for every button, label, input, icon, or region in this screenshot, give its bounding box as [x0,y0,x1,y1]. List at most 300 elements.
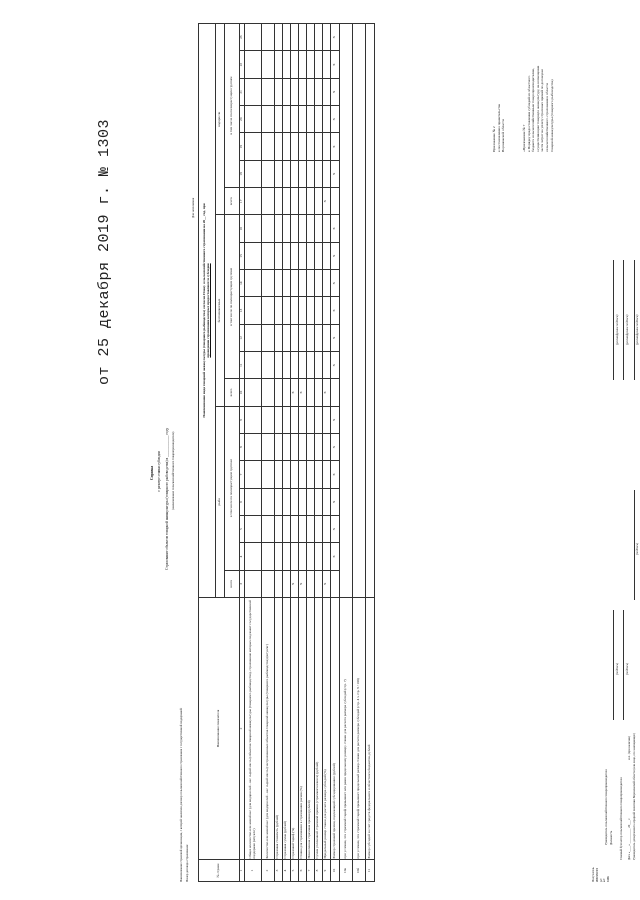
row-number: 1 [244,860,261,882]
value-cell [322,160,330,187]
row-number: 4 [282,860,290,882]
column-number: 7 [240,461,245,488]
recipient-corr-account: к/с [602,878,607,882]
value-cell [290,297,298,324]
value-cell [274,379,282,406]
value-cell [290,215,298,242]
appendix-line: «Приложение № 7 [522,124,526,152]
value-cell [261,160,274,187]
col-num-header: № строки [199,860,240,882]
value-cell [274,133,282,160]
value-cell [244,543,261,570]
dept-head-label: Руководитель департамента аграрной политики Воронежской области (или лицо, его замещающее) [632,733,636,860]
value-cell [314,24,322,51]
column-number: 16 [240,215,245,242]
value-cell [261,188,274,215]
value-cell [282,133,290,160]
row-name: Страховая сумма (рублей) [282,598,290,860]
accountant-label: Главный бухгалтер сельскохозяйственного товаропроизводителя [619,777,623,860]
value-cell [306,434,314,461]
form-heading-line: Страхование объектов товарной аквакультуры (товарного рыбоводства) в ____________ году [165,427,169,570]
value-cell [290,51,298,78]
recipient-bik: БИК [606,876,611,882]
value-cell [261,133,274,160]
row-name: Страховая стоимость (рублей) [274,598,282,860]
column-number: 11 [240,352,245,379]
signature-line [613,610,614,720]
recipient-inn: ИНН/КПП [594,868,599,882]
value-cell [244,270,261,297]
x-mark-cell: X [298,570,306,597]
value-cell [282,242,290,269]
x-mark-cell: X [322,570,330,597]
form-title: Справка [150,465,154,480]
table-row [352,3,365,882]
value-cell [314,352,322,379]
value-cell [261,516,274,543]
value-cell [322,461,330,488]
x-mark-cell: X [290,379,298,406]
column-number: 2 [240,598,245,860]
value-cell [298,51,306,78]
value-cell [261,297,274,324]
value-cell [244,324,261,351]
value-cell [290,324,298,351]
x-mark-cell: X [330,352,339,379]
column-number: 4 [240,543,245,570]
appendix-block [492,12,506,152]
x-mark-cell: X [330,434,339,461]
value-cell [322,24,330,51]
appendix-block-2 [522,12,554,152]
merged-cell [365,24,374,598]
value-cell [314,51,322,78]
row-number: 11 [365,860,374,882]
row-name: при условии, что страховой тариф превышает или равен предельному размеру ставки для расчета размера субсидий (стр. 7) [339,598,352,860]
value-cell [330,188,339,215]
plan-subtitle: проведении страхования которых предоставляются субсидии [206,263,210,358]
value-cell [261,543,274,570]
appendix-line: осуществляющим товарную аквакультуру, на возмещение [535,65,540,152]
value-cell [322,133,330,160]
subgroup-header: в том числе по полнорастущим группам [225,215,240,379]
column-number: 8 [240,434,245,461]
value-cell [306,24,314,51]
x-mark-cell: X [330,297,339,324]
signature-line [623,610,624,720]
plan-title: Наименование вида товарной аквакультуры (товарного рыбоводства) согласно Плану сельскохозяйственного страхования на 20__ год, при [202,203,207,418]
value-cell [261,324,274,351]
value-cell [244,51,261,78]
value-cell [314,188,322,215]
value-cell [244,133,261,160]
value-cell [282,78,290,105]
group-header: водоросли [216,24,225,215]
value-cell [322,434,330,461]
units-note: Для заполнения [191,197,195,218]
signature-caption: (подпись) [635,542,639,555]
value-cell [282,24,290,51]
value-cell [306,406,314,433]
value-cell [290,160,298,187]
value-cell [282,297,290,324]
value-cell [244,160,261,187]
value-cell [306,324,314,351]
value-cell [244,78,261,105]
appendix-line: бюджета сельскохозяйственным товаропроизводителям, [531,68,536,152]
row-number: 10б [352,860,365,882]
value-cell [314,379,322,406]
value-cell [274,270,282,297]
column-number: 14 [240,270,245,297]
value-cell [261,270,274,297]
column-number: 19 [240,133,245,160]
table-row [314,3,322,882]
value-cell [298,434,306,461]
value-cell [322,106,330,133]
x-mark-cell: X [330,78,339,105]
value-cell [306,133,314,160]
value-cell [274,188,282,215]
appendix-line: товарной аквакультуры (товарного рыбоводства) [549,79,554,152]
value-cell [274,516,282,543]
value-cell [322,352,330,379]
x-mark-cell: X [330,461,339,488]
value-cell [298,106,306,133]
value-cell [261,106,274,133]
value-cell [322,51,330,78]
value-cell [261,570,274,597]
table-row [322,3,330,882]
merged-cell [339,24,352,598]
col-name-header: Наименование показателя [199,598,240,860]
x-mark-cell: X [330,516,339,543]
column-number: 21 [240,78,245,105]
appendix-line: к Порядку предоставления субсидий из областного [526,75,531,152]
value-cell [314,543,322,570]
x-mark-cell: X [330,406,339,433]
position-label: Должность [609,830,613,845]
column-number: 12 [240,324,245,351]
row-name: Размер страховой премии, подлежащий субсидированию (рублей) [330,598,339,860]
value-cell [290,434,298,461]
value-cell [244,379,261,406]
column-number: 3 [240,570,245,597]
table-row [290,3,298,882]
total-header: всего [225,570,240,597]
value-cell [298,215,306,242]
value-cell [322,488,330,515]
value-cell [306,78,314,105]
value-cell [306,51,314,78]
value-cell [244,516,261,543]
row-number: 6 [298,860,306,882]
signature-caption: (подпись) [625,662,629,675]
value-cell [314,133,322,160]
x-mark-cell: X [330,488,339,515]
value-cell [244,570,261,597]
value-cell [274,24,282,51]
value-cell [261,488,274,515]
x-mark-cell: X [298,379,306,406]
row-number: 5 [290,860,298,882]
value-cell [282,51,290,78]
value-cell [244,461,261,488]
value-cell [244,24,261,51]
value-cell [261,434,274,461]
value-cell [274,352,282,379]
form-caption: (наименование сельскохозяйственного товаропроизводителя) [171,431,175,510]
appendix-line: Приложение № 2 [492,126,496,152]
value-cell [244,406,261,433]
value-cell [290,133,298,160]
column-number: 22 [240,51,245,78]
value-cell [298,24,306,51]
table-row [261,3,274,882]
value-cell [244,434,261,461]
value-cell [306,242,314,269]
value-cell [274,543,282,570]
x-mark-cell: X [330,543,339,570]
insurer-label: Наименование страховой организации, с которой заключен договор сельскохозяйственного страхования с государственной поддержкой: [179,707,183,882]
value-cell [274,51,282,78]
value-cell [290,106,298,133]
x-mark-cell: X [330,324,339,351]
value-cell [282,352,290,379]
row-name: Общее количество или живой вес (для водорослей - вес сырой массы) объектов товарной аквакультуры (товарного рыбоводства), страхование которых подлежит государственной поддержке (штук/кг) [244,598,261,860]
table-row [330,3,339,882]
value-cell [306,352,314,379]
value-cell [298,516,306,543]
column-number: 9 [240,406,245,433]
row-number: 10 [330,860,339,882]
appendix-line: сельскохозяйственного страхования в области [544,83,549,152]
order-stamp: от 25 декабря 2019 г. № 1303 [96,118,113,385]
contract-label: Номер договора страхования: [185,844,189,882]
date-field: Дата «____» __________ 20___ г. [627,817,631,860]
value-cell [298,461,306,488]
value-cell [314,461,322,488]
x-mark-cell: X [322,188,330,215]
value-cell [282,106,290,133]
value-cell [306,379,314,406]
x-mark-cell: X [330,160,339,187]
value-cell [274,461,282,488]
value-cell [282,516,290,543]
x-mark-cell: X [330,24,339,51]
value-cell [306,461,314,488]
value-cell [314,270,322,297]
value-cell [306,543,314,570]
value-cell [244,215,261,242]
value-cell [314,242,322,269]
x-mark-cell: X [330,242,339,269]
plan-title-cell [199,24,216,598]
table-row [298,3,306,882]
column-number: 10 [240,379,245,406]
value-cell [290,488,298,515]
value-cell [282,270,290,297]
decode-caption: (расшифровка подписи) [625,314,629,345]
table-row [306,3,314,882]
value-cell [290,461,298,488]
value-cell [306,570,314,597]
value-cell [306,488,314,515]
value-cell [274,488,282,515]
x-mark-cell: X [290,570,298,597]
value-cell [244,106,261,133]
value-cell [298,160,306,187]
value-cell [261,406,274,433]
row-name: Ставка для страхования в страховании рисков (%) [298,598,306,860]
value-cell [261,51,274,78]
column-number: 20 [240,106,245,133]
row-name: Начисленная страховая премия (рублей) [306,598,314,860]
value-cell [306,106,314,133]
head-label: Руководитель сельскохозяйственного товаропроизводителя [604,769,608,845]
row-name: Сумма уплаченной страховой премии (страхового взноса) (рублей) [314,598,322,860]
value-cell [290,543,298,570]
row-number: 2 [261,860,274,882]
column-number: 1 [240,860,245,882]
value-cell [306,215,314,242]
x-mark-cell: X [330,106,339,133]
value-cell [314,106,322,133]
value-cell [261,242,274,269]
value-cell [282,215,290,242]
value-cell [314,488,322,515]
value-cell [330,379,339,406]
value-cell [290,516,298,543]
column-number: 6 [240,488,245,515]
value-cell [322,406,330,433]
row-name: Количество или живой вес (для водорослей - вес сырой массы) застрахованных объектов товарной аквакультуры (товарного рыбоводства) (штук/кг) [261,598,274,860]
value-cell [282,324,290,351]
column-number: 18 [240,160,245,187]
row-number: 3 [274,860,282,882]
value-cell [282,570,290,597]
value-cell [298,488,306,515]
value-cell [298,188,306,215]
value-cell [282,406,290,433]
subgroup-header: в том числе по полнорастущим группам [225,24,240,188]
recipient-block [592,867,611,882]
value-cell [282,160,290,187]
value-cell [306,160,314,187]
value-cell [290,24,298,51]
x-mark-cell: X [330,215,339,242]
merged-cell [352,24,365,598]
value-cell [306,516,314,543]
x-mark-cell: X [330,270,339,297]
value-cell [290,242,298,269]
row-name: Страховой тариф (%) [290,598,298,860]
table-row [339,3,352,882]
value-cell [282,488,290,515]
row-name: Размер субсидий за счет средств федерального и областного бюджетов, рублей [365,598,374,860]
value-cell [290,270,298,297]
value-cell [290,78,298,105]
value-cell [282,379,290,406]
value-cell [290,406,298,433]
value-cell [298,352,306,379]
value-cell [314,434,322,461]
stamp-place: м.п. (при наличии) [627,736,631,760]
signature-caption: (подпись) [615,662,619,675]
value-cell [244,188,261,215]
value-cell [274,570,282,597]
table-row [274,3,282,882]
value-cell [314,324,322,351]
value-cell [298,406,306,433]
value-cell [274,297,282,324]
row-number: 7 [306,860,314,882]
value-cell [261,24,274,51]
value-cell [274,434,282,461]
value-cell [282,188,290,215]
value-cell [290,188,298,215]
value-cell [314,297,322,324]
value-cell [274,215,282,242]
value-cell [298,270,306,297]
value-cell [314,406,322,433]
table-row [365,3,374,882]
subsidy-table [198,2,375,882]
value-cell [298,133,306,160]
value-cell [298,543,306,570]
value-cell [274,160,282,187]
value-cell [282,461,290,488]
recipient-label: Получатель [591,867,595,882]
value-cell [274,324,282,351]
value-cell [244,242,261,269]
table-row [282,3,290,882]
value-cell [261,78,274,105]
value-cell [322,78,330,105]
decode-line [613,260,614,380]
subgroup-header: в том числе по полнорастущим группам [225,406,240,570]
value-cell [330,570,339,597]
value-cell [274,106,282,133]
value-cell [314,78,322,105]
row-name: Предельный размер ставки для расчета размера субсидий (%) [322,598,330,860]
decode-caption: (расшифровка подписи) [635,314,639,345]
value-cell [261,215,274,242]
appendix-line: части затрат на уплату страховых премий по договорам [540,69,545,152]
row-name: при условии, что страховой тариф превышает предельный размер ставки для расчета размера субсидий (стр. 4 х стр. 9 / 100) [352,598,365,860]
value-cell [322,297,330,324]
value-cell [306,270,314,297]
value-cell [306,297,314,324]
value-cell [298,78,306,105]
value-cell [322,242,330,269]
value-cell [322,215,330,242]
value-cell [298,297,306,324]
x-mark-cell: X [330,51,339,78]
table-header-row [199,3,216,882]
decode-caption: (расшифровка подписи) [615,314,619,345]
group-header: беспозвоночные [216,215,225,406]
value-cell [282,543,290,570]
row-number: 9 [322,860,330,882]
value-cell [322,324,330,351]
value-cell [244,352,261,379]
value-cell [314,160,322,187]
value-cell [282,434,290,461]
value-cell [298,242,306,269]
x-mark-cell: X [322,379,330,406]
row-number: 10а [339,860,352,882]
